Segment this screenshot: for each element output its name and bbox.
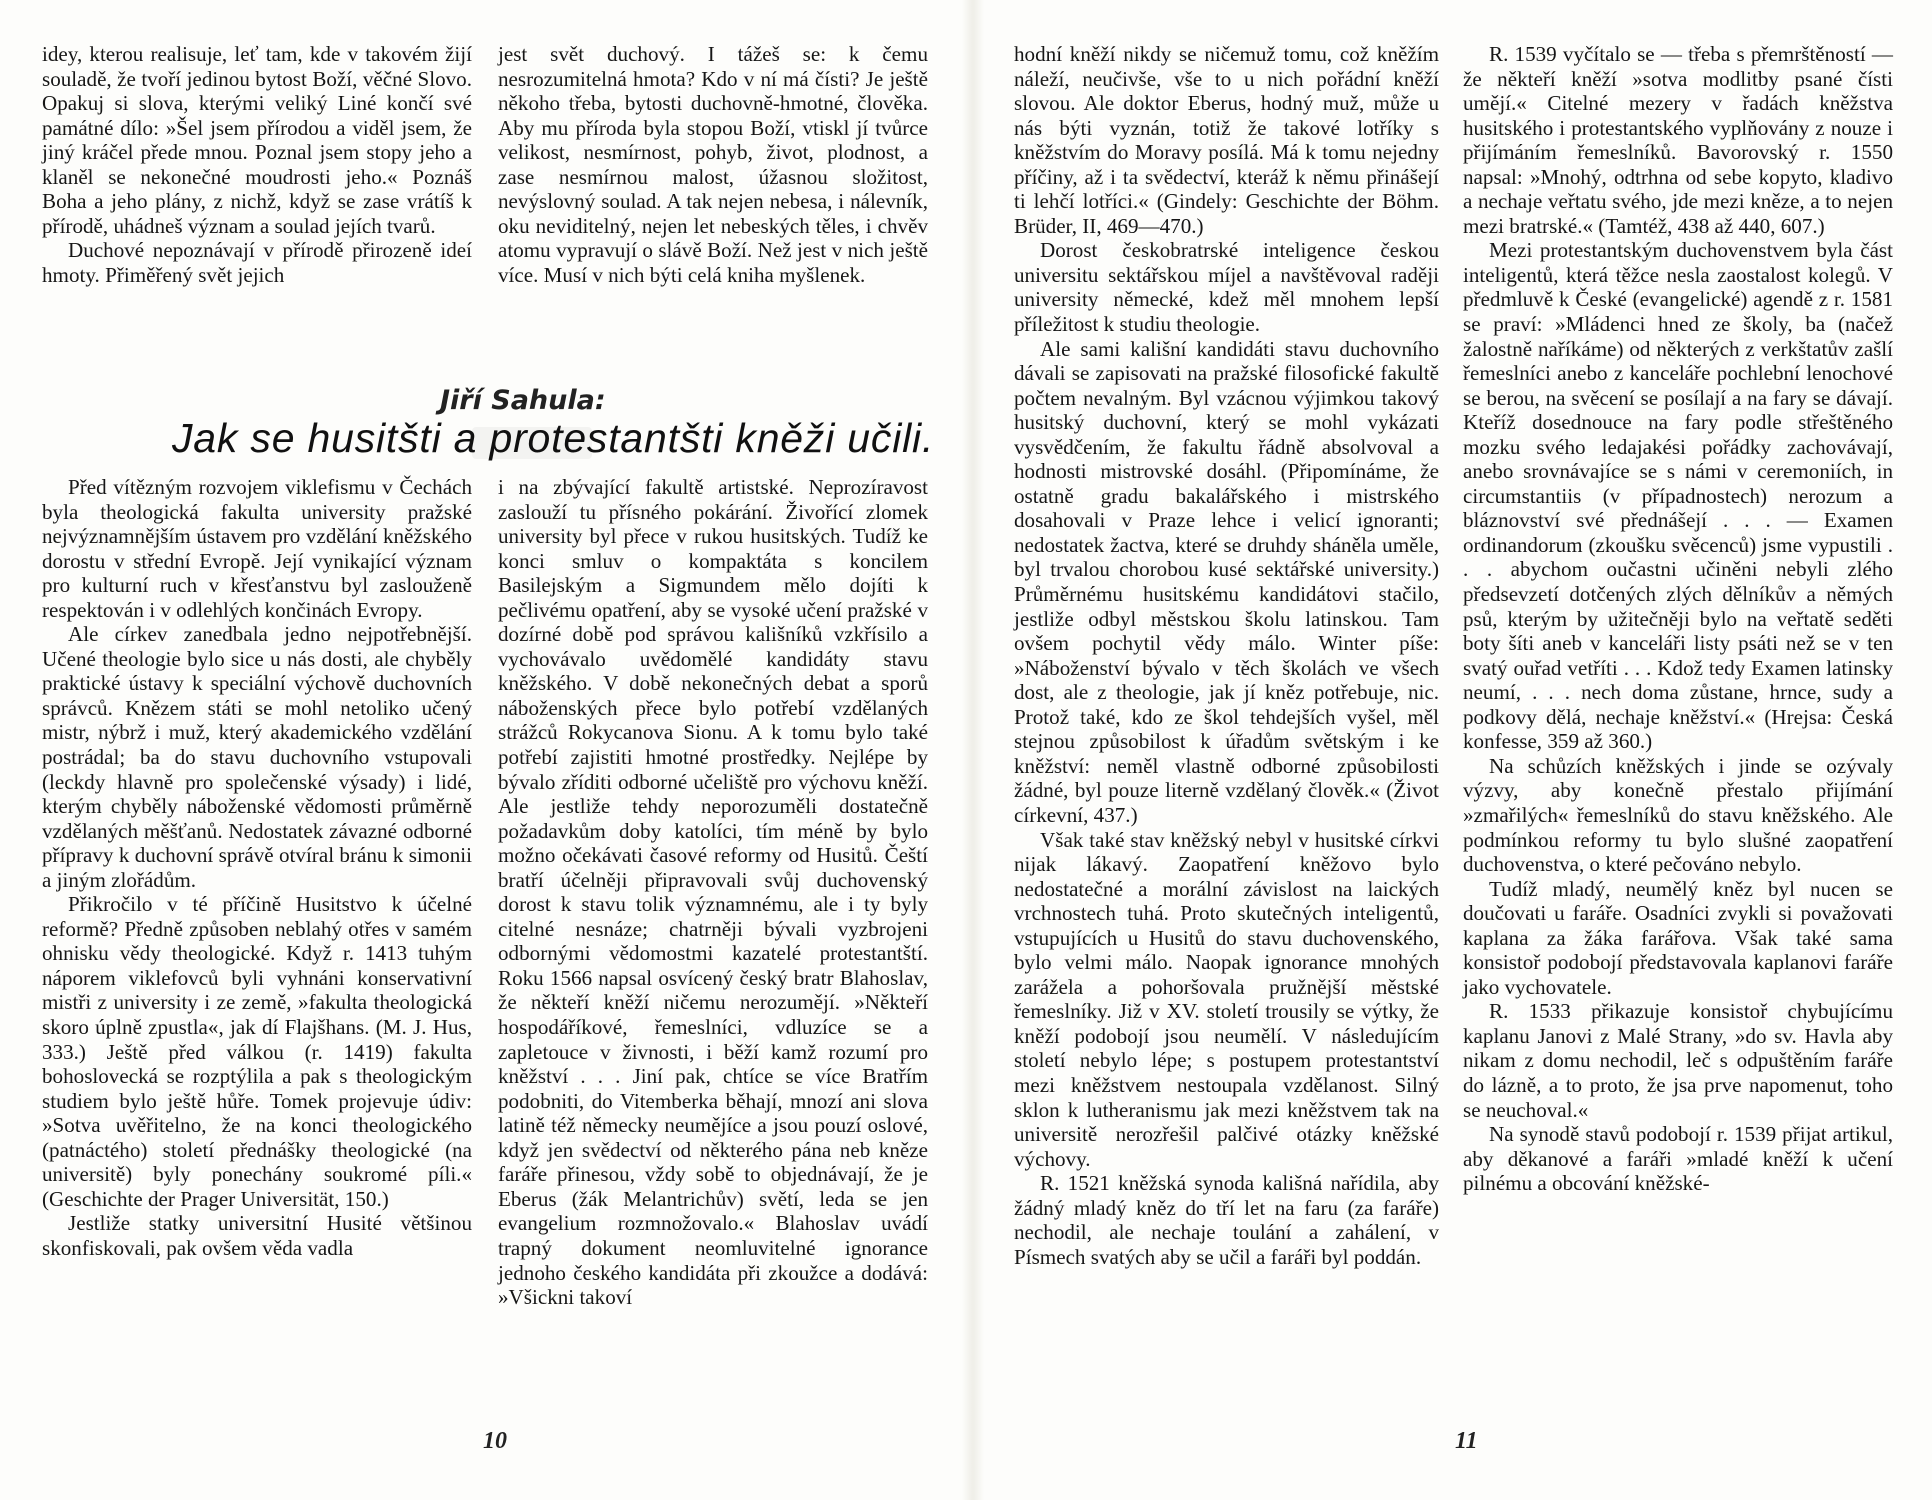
article-author: Jiří Sahula: xyxy=(440,385,606,416)
paragraph: i na zbývající fakultě artistské. Neprozíravost zaslouží tu přísného pokárání. Živořící zlomek university byl přece v rukou husitských. Tudíž ke konci smluv o kompaktáta s koncilem Basilejským a Sigmundem mělo dojíti k pečlivému opatření, aby se vysoké učení pražské v dozírné době pod správou kališníků vzkřísilo a vychovávalo uvědomělé kandidáty stavu kněžského. V době nekonečných debat a sporů náboženských přece bylo potřebí vzdělaných strážců Rokycanova Sionu. A k tomu bylo také potřebí zajistiti hmotné prostředky. Nejlépe by bývalo zříditi odborné učeliště pro výchovu kněží. Ale jestliže tehdy neporozuměli dostatečně požadavkům doby katolíci, tím méně by bylo možno očekávati časové reformy od Husitů. Čeští bratří účelněji připravovali svůj duchovenský dorost k stavu tolik významnému, ale i ty byly citelné nesnáze; chatrněji bývali vyzbrojeni odbornými vědomostmi kazatelé protestantští. Roku 1566 napsal osvícený český bratr Blahoslav, že někteří kněží ničemu nerozumějí. »Někteří hospodáříkové, řemeslníci, vdluzíce se a zapletouce v živnosti, i běží kamž rozumí pro kněžství . . . Jiní pak, chtíce se více Bratřím podobniti, do Vitemberka běhají, mnozí ani slova latině též německy neumějíce a jsou pouzí oslové, když jen svědectví od některého pána neb kněze faráře přinesou, vždy sobě to objednávají, že je Eberus (žák Melantrichův) světí, leda se jen evangelium rozmnožovalo.« Blahoslav uvádí trapný dokument neomluvitelné ignorance jednoho českého kandidáta při zkoužce a dodává: »Všickni takoví xyxy=(498,475,928,1310)
paragraph: Na schůzích kněžských i jinde se ozývaly výzvy, aby konečně přestalo přijímání »zmařilých« řemeslníků do stavu kněžského. Ale podmínkou reformy tu bylo slušné zaopatření duchovenstva, o které pečováno nebylo. xyxy=(1463,753,1893,877)
paragraph: R. 1539 vyčítalo se — třeba s přemrštěností — že někteří kněží »sotva modlitby psané čísti umějí.« Citelné mezery v řadách kněžstva husitského i protestantského vyplňovány z nouze i přijímáním řemeslníků. Bavorovský r. 1550 napsal: »Mnohý, odtrhna od sebe kopyto, kladivo a nechaje veřtatu svého, jde mezi kněze, a to nejen mezi bratrské.« (Tamtéž, 438 až 440, 607.) xyxy=(1463,42,1893,238)
paragraph: jest svět duchový. I tážeš se: k čemu nesrozumitelná hmota? Kdo v ní má čísti? Je ještě někoho třeba, bytosti duchovně-hmotné, člověka. Aby mu příroda byla stopou Boží, vtiskl jí tvůrce velikost, nesmírnost, pohyb, život, plodnost, a zase nesmírnou malost, úžasnou složitost, nevýslovný soulad. A tak nejen nebesa, i nálevník, oku neviditelný, nejen let nebeských těles, i chvěv atomu vypravují o slávě Boží. Než jest v nich ještě více. Musí v nich býti celá kniha myšlenek. xyxy=(498,42,928,287)
right-col2 xyxy=(1463,42,1893,1412)
paragraph: Duchové nepoznávají v přírodě přirozeně ideí hmoty. Přiměřený svět jejich xyxy=(42,238,472,287)
article-title: Jak se husitšti a protestantšti kněži učili. xyxy=(172,415,862,465)
left-page xyxy=(0,0,960,1500)
paragraph: Jestliže statky universitní Husité většinou skonfiskovali, pak ovšem věda vadla xyxy=(42,1211,472,1260)
paragraph: Přikročilo v té příčině Husitstvo k účelné reformě? Předně způsoben neblahý otřes v samém ohnisku vědy theologické. Když r. 1413 tuhým náporem viklefovců byli vyhnáni konservativní mistři z university i ze země, »fakulta theologická skoro úplně zpustla«, jak dí Flajšhans. (M. J. Hus, 333.) Ještě před válkou (r. 1419) fakulta bohoslovecká se rozptýlila a pak s theologickým studiem bylo ještě hůře. Tomek projevuje údiv: »Sotva uvěřitelno, že na konci theologického (patnáctého) století přednášky theologické (na universitě) byly ponechány soukromé píli.« (Geschichte der Prager Universität, 150.) xyxy=(42,892,472,1211)
left-col1-article xyxy=(42,475,472,1400)
page-number-right: 11 xyxy=(1455,1428,1478,1454)
paragraph: idey, kterou realisuje, leť tam, kde v takovém žijí souladě, že tvoří jedinou bytost Boží, věčné Slovo. Opakuj si slova, kterými veliký Liné končí své památné dílo: »Šel jsem přírodou a viděl jsem, že jiný kráčel přede mnou. Poznal jsem stopy jeho a klaněl se nekonečné moudrosti jeho.« Poznáš Boha a jeho plány, z nichž, když se zase vrátíš k přírodě, uhádneš význam a soulad jejích tvarů. xyxy=(42,42,472,238)
left-col2-article xyxy=(498,475,928,1400)
right-page xyxy=(985,0,1932,1500)
binding-gutter xyxy=(962,0,984,1500)
paragraph: Tudíž mladý, neumělý kněz byl nucen se doučovati u faráře. Osadníci zvykli si považovati kaplana za žáka farářova. Však také sama konsistoř podobojí představovala kaplanovi faráře jako vychovatele. xyxy=(1463,876,1893,999)
paragraph: hodní kněží nikdy se ničemuž tomu, což kněžím náleží, neučivše, vše to u nich pořádní kněží slovou. Ale doktor Eberus, hodný muž, může u nás býti vyznán, totiž že takové lotříky s kněžstvím do Moravy posílá. Má k tomu nejedny příčiny, až i ta svědectví, kteráž k němu přinášejí ti lehčí lotříci.« (Gindely: Geschichte der Böhm. Brüder, II, 469—470.) xyxy=(1014,42,1439,238)
page-number-left: 10 xyxy=(483,1428,507,1454)
paragraph: Ale církev zanedbala jedno nejpotřebnější. Učené theologie bylo sice u nás dosti, ale chyběly praktické ústavy k speciální výchově duchovních správců. Knězem státi se mohl netoliko učený mistr, nýbrž i muž, který akademického vzdělání postrádal; ba do stavu duchovního vstupovali (leckdy hlavně pro společenské výsady) i lidé, kterým chyběly náboženské vědomosti průměrně vzdělaných měšťanů. Nedostatek závazné odborné přípravy k duchovní správě otvíral bránu k simonii a jiným zlořádům. xyxy=(42,622,472,892)
paragraph: Ale sami kališní kandidáti stavu duchovního dávali se zapisovati na pražské filosofické fakultě počtem nevalným. Byl vzácnou výjimkou takový husitský duchovní, který se mohl vykázati vysvědčením, že fakultu řádně absolvoval a hodnosti mistrovské dosáhl. (Připomínáme, že ostatně gradu bakalářského i mistrského dosahovali v Praze lehce i velicí ignoranti; nedostatek žactva, které se druhdy sháněla uměle, byl trvalou chorobou kusé sektářské university.) Průměrnému husitskému kandidátovi stačilo, jestliže odbyl městskou školu latinskou. Tam ovšem pochytil vědy málo. Winter píše: »Náboženství bývalo v těch školách ve všech dost, ale z theologie, jak jí kněz potřebuje, nic. Protož také, kdo ze škol tehdejších vyšel, měl stejnou způsobilost k úřadům světským i ke kněžství: neměl vlastně odborné způsobilosti žádné, byl pouze literně vzdělaný člověk.« (Život církevní, 437.) xyxy=(1014,336,1439,827)
paragraph: Na synodě stavů podobojí r. 1539 přijat artikul, aby děkanové a faráři »mladé kněží k učení pilnému a obcování kněžské- xyxy=(1463,1122,1893,1196)
right-col1 xyxy=(1014,42,1439,1412)
left-col1-top xyxy=(42,42,472,332)
paragraph: R. 1521 kněžská synoda kališná nařídila, aby žádný mladý kněz do tří let na faru (za faráře) nechodil, ale nechaje toulání a zahálení, v Písmech svatých aby se učil a faráři byl poddán. xyxy=(1014,1171,1439,1269)
paragraph: Dorost českobratrské inteligence českou universitu sektářskou míjel a navštěvoval raději university německé, kdež měl mnohem lepší příležitost k studiu theologie. xyxy=(1014,238,1439,337)
paragraph: Však také stav kněžský nebyl v husitské církvi nijak lákavý. Zaopatření kněžovo bylo nedostatečné a morální závislost na laických vrchnostech tuhá. Proto skutečných inteligentů, vstupujících u Husitů do stavu duchovenského, bylo velmi málo. Naopak ignorance mnohých zarážela a pohoršovala pružnější městské řemeslníky. Již v XV. století trousily se výtky, že kněží podobojí jsou neumělí. V následujícím století nebylo lépe; s postupem protestantství mezi kněžstvem nestoupala vzdělanost. Silný sklon k lutheranismu jak mezi kněžstvem tak na universitě nerozřešil palčivé otázky kněžské výchovy. xyxy=(1014,827,1439,1171)
paragraph: R. 1533 přikazuje konsistoř chybujícímu kaplanu Janovi z Malé Strany, »do sv. Havla aby nikam z domu nechodil, leč s odpuštěním faráře do lázně, a to proto, že jsa prve napomenut, toho se neuchoval.« xyxy=(1463,999,1893,1122)
left-col2-top xyxy=(498,42,928,332)
paragraph: Před vítězným rozvojem viklefismu v Čechách byla theologická fakulta university pražské nejvýznamnějším ústavem pro vzdělání kněžského dorostu v střední Evropě. Její vynikající význam pro kulturní ruch v křesťanstvu byl zaslouženě respektován i v odlehlých končinách Evropy. xyxy=(42,475,472,622)
paragraph: Mezi protestantským duchovenstvem byla část inteligentů, která těžce nesla zaostalost kolegů. V předmluvě k České (evangelické) agendě z r. 1581 se praví: »Mládenci hned ze školy, ba (načež žalostně naříkáme) od některých z verkštatův zašlí řemeslníci anebo z kanceláře pochlební lenochové se berou, na svěcení se posílají a na fary se dávají. Kteříž dosednouce na fary podle střeštěného mozku svého ledajakési pořádky zachovávají, anebo srovnávajíce se s námi v ceremoniích, in circumstantiis (v případnostech) nerozum a bláznovství své přednášejí . . . — Examen ordinandorum (zkoušku svěcenců) jsme vypustili . . . abychom oučastni učiněni nebyli zlého předsevzetí dotčených zlých dělníkův a němých psů, kterým by užitečněji bylo na veřtatě seděti boty šíti aneb v kanceláři listy psáti než se v ten svatý ouřad vetříti . . . Kdož tedy Examen latinsky neumí, . . . nech doma zůstane, hrnce, sudy a podkovy dělá, nechaje kněžství.« (Hrejsa: Česká konfesse, 359 až 360.) xyxy=(1463,238,1893,754)
